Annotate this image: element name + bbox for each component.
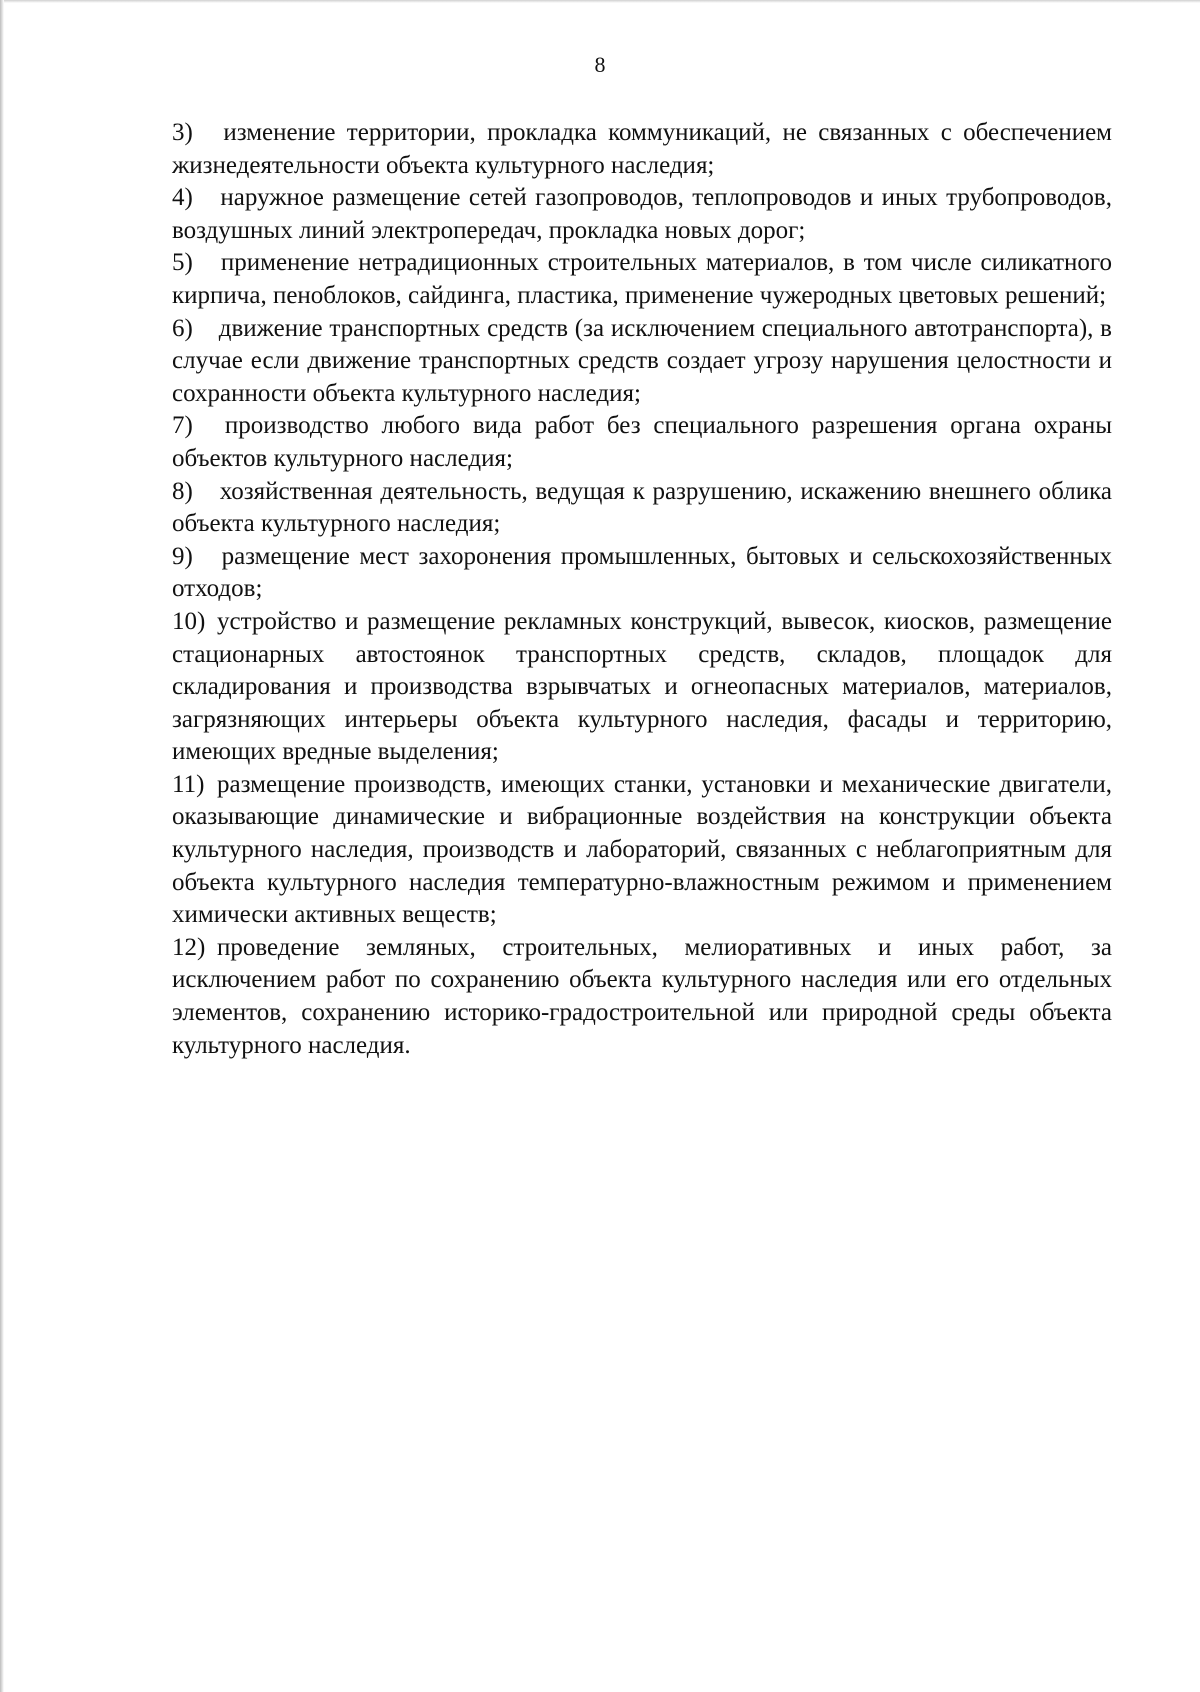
item-text: хозяйственная деятельность, ведущая к разрушению, искажению внешнего облика объекта культурного наследия; — [172, 477, 1112, 538]
item-number: 8) — [172, 477, 193, 505]
list-item — [172, 606, 1112, 769]
item-number: 5) — [172, 249, 193, 277]
list-item — [172, 247, 1112, 312]
item-number: 11) — [172, 770, 205, 798]
item-number: 9) — [172, 542, 193, 570]
item-number: 4) — [172, 184, 193, 212]
scan-edge-top — [0, 0, 1200, 3]
item-number: 7) — [172, 412, 193, 440]
item-text: размещение производств, имеющих станки, установки и механические двигатели, оказывающие динамические и вибрационные воздействия на конструкции объекта культурного наследия, производств и лабораторий, связанных с неблагоприятным для объекта культурного наследия температурно-влажностным режимом и применением химически активных веществ; — [172, 770, 1112, 929]
item-number: 3) — [172, 119, 193, 146]
list-item — [172, 932, 1112, 1062]
item-text: движение транспортных средств (за исключением специального автотранспорта), в случае если движение транспортных средств создает угрозу нарушения целостности и сохранности объекта культурного наследия; — [172, 314, 1112, 407]
restrictions-list — [172, 117, 1112, 1062]
list-item — [172, 117, 1112, 182]
item-number: 6) — [172, 314, 193, 342]
item-text: изменение территории, прокладка коммуникаций, не связанных с обеспечением жизнедеятельности объекта культурного наследия; — [172, 119, 1113, 179]
item-text: размещение мест захоронения промышленных, бытовых и сельскохозяйственных отходов; — [172, 542, 1112, 603]
item-text: устройство и размещение рекламных конструкций, вывесок, киосков, размещение стационарных автостоянок транспортных средств, складов, площадок для складирования и производства взрывчатых и огнеопасных материалов, материалов, загрязняющих интерьеры объекта культурного наследия, фасады и территорию, имеющих вредные выделения; — [172, 607, 1112, 766]
list-item — [172, 476, 1112, 541]
list-item — [172, 182, 1112, 247]
scan-edge-left — [0, 0, 4, 1692]
page-number: 8 — [594, 52, 606, 77]
item-text: проведение земляных, строительных, мелиоративных и иных работ, за исключением работ по сохранению объекта культурного наследия или его отдельных элементов, сохранению историко-градостроительной или природной среды объекта культурного наследия. — [172, 933, 1112, 1059]
item-text: применение нетрадиционных строительных материалов, в том числе силикатного кирпича, пеноблоков, сайдинга, пластика, применение чужеродных цветовых решений; — [172, 249, 1113, 309]
list-item — [172, 769, 1112, 932]
item-number: 12) — [172, 933, 206, 961]
list-item — [172, 410, 1112, 475]
item-text: наружное размещение сетей газопроводов, теплопроводов и иных трубопроводов, воздушных линий электропередач, прокладка новых дорог; — [172, 184, 1112, 244]
item-text: производство любого вида работ без специального разрешения органа охраны объектов культурного наследия; — [172, 412, 1112, 472]
item-number: 10) — [172, 607, 206, 635]
list-item — [172, 541, 1112, 606]
list-item — [172, 313, 1112, 411]
